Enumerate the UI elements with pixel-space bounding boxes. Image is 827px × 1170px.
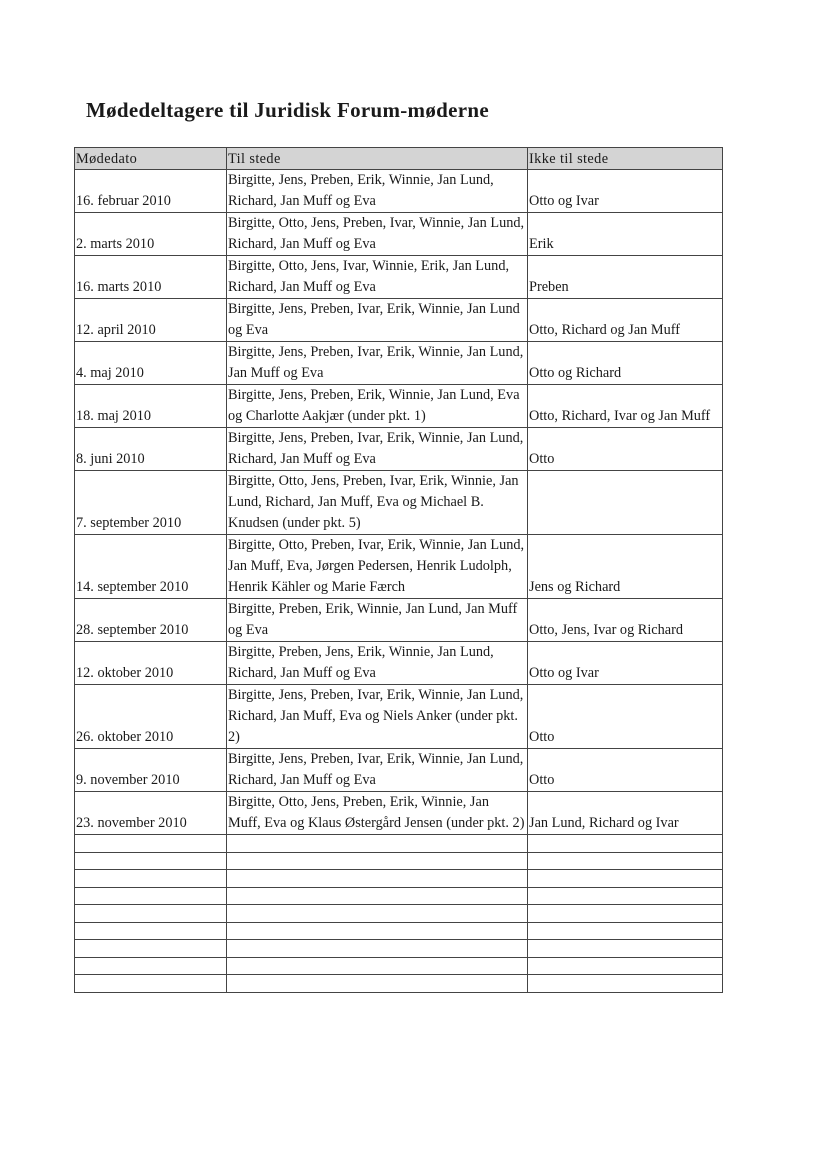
empty-row (75, 870, 723, 888)
present-list: Birgitte, Jens, Preben, Ivar, Erik, Winnie, Jan Lund, Jan Muff og Eva (227, 342, 528, 385)
meeting-date: 14. september 2010 (75, 535, 227, 599)
table-row (75, 428, 723, 471)
absent-list: Otto, Richard og Jan Muff (528, 299, 723, 342)
empty-row (75, 975, 723, 993)
absent-list: Preben (528, 256, 723, 299)
table-row (75, 170, 723, 213)
meeting-date: 16. marts 2010 (75, 256, 227, 299)
meeting-date: 2. marts 2010 (75, 213, 227, 256)
meeting-date: 8. juni 2010 (75, 428, 227, 471)
absent-list: Otto (528, 428, 723, 471)
empty-row (75, 852, 723, 870)
meeting-date: 16. februar 2010 (75, 170, 227, 213)
absent-list: Otto, Richard, Ivar og Jan Muff (528, 385, 723, 428)
table-row (75, 342, 723, 385)
header-absent: Ikke til stede (528, 148, 723, 170)
header-row (75, 148, 723, 170)
meeting-date: 28. september 2010 (75, 599, 227, 642)
empty-row (75, 835, 723, 853)
present-list: Birgitte, Otto, Jens, Preben, Erik, Winnie, Jan Muff, Eva og Klaus Østergård Jensen (under pkt. 2) (227, 792, 528, 835)
present-list: Birgitte, Jens, Preben, Erik, Winnie, Jan Lund, Eva og Charlotte Aakjær (under pkt. 1) (227, 385, 528, 428)
meeting-date: 9. november 2010 (75, 749, 227, 792)
absent-list: Otto (528, 685, 723, 749)
meeting-date: 12. april 2010 (75, 299, 227, 342)
present-list: Birgitte, Preben, Jens, Erik, Winnie, Jan Lund, Richard, Jan Muff og Eva (227, 642, 528, 685)
present-list: Birgitte, Jens, Preben, Ivar, Erik, Winnie, Jan Lund og Eva (227, 299, 528, 342)
present-list: Birgitte, Otto, Jens, Preben, Ivar, Winnie, Jan Lund, Richard, Jan Muff og Eva (227, 213, 528, 256)
table-row (75, 535, 723, 599)
absent-list: Otto og Richard (528, 342, 723, 385)
absent-list: Otto og Ivar (528, 642, 723, 685)
empty-row (75, 940, 723, 958)
empty-row (75, 922, 723, 940)
table-row (75, 685, 723, 749)
empty-row (75, 887, 723, 905)
table-row (75, 792, 723, 835)
table-row (75, 213, 723, 256)
absent-list: Otto (528, 749, 723, 792)
header-date: Mødedato (75, 148, 227, 170)
table-row (75, 299, 723, 342)
present-list: Birgitte, Otto, Jens, Ivar, Winnie, Erik, Jan Lund, Richard, Jan Muff og Eva (227, 256, 528, 299)
empty-row (75, 957, 723, 975)
empty-row (75, 905, 723, 923)
meeting-date: 18. maj 2010 (75, 385, 227, 428)
present-list: Birgitte, Otto, Preben, Ivar, Erik, Winnie, Jan Lund, Jan Muff, Eva, Jørgen Pedersen, Henrik Ludolph, Henrik Kähler og Marie Færch (227, 535, 528, 599)
table-row (75, 749, 723, 792)
meeting-date: 4. maj 2010 (75, 342, 227, 385)
attendance-table (74, 147, 723, 993)
table-row (75, 642, 723, 685)
absent-list: Otto, Jens, Ivar og Richard (528, 599, 723, 642)
present-list: Birgitte, Jens, Preben, Erik, Winnie, Jan Lund, Richard, Jan Muff og Eva (227, 170, 528, 213)
table-row (75, 256, 723, 299)
present-list: Birgitte, Jens, Preben, Ivar, Erik, Winnie, Jan Lund, Richard, Jan Muff og Eva (227, 428, 528, 471)
table-row (75, 599, 723, 642)
absent-list: Erik (528, 213, 723, 256)
meeting-date: 23. november 2010 (75, 792, 227, 835)
present-list: Birgitte, Otto, Jens, Preben, Ivar, Erik, Winnie, Jan Lund, Richard, Jan Muff, Eva og Michael B. Knudsen (under pkt. 5) (227, 471, 528, 535)
present-list: Birgitte, Preben, Erik, Winnie, Jan Lund, Jan Muff og Eva (227, 599, 528, 642)
present-list: Birgitte, Jens, Preben, Ivar, Erik, Winnie, Jan Lund, Richard, Jan Muff og Eva (227, 749, 528, 792)
absent-list: Otto og Ivar (528, 170, 723, 213)
page-title: Mødedeltagere til Juridisk Forum-møderne (86, 98, 489, 122)
table-row (75, 471, 723, 535)
meeting-date: 7. september 2010 (75, 471, 227, 535)
meeting-date: 26. oktober 2010 (75, 685, 227, 749)
meeting-date: 12. oktober 2010 (75, 642, 227, 685)
present-list: Birgitte, Jens, Preben, Ivar, Erik, Winnie, Jan Lund, Richard, Jan Muff, Eva og Niels Anker (under pkt. 2) (227, 685, 528, 749)
header-present: Til stede (227, 148, 528, 170)
absent-list: Jan Lund, Richard og Ivar (528, 792, 723, 835)
absent-list: Jens og Richard (528, 535, 723, 599)
absent-list (528, 471, 723, 535)
table-row (75, 385, 723, 428)
